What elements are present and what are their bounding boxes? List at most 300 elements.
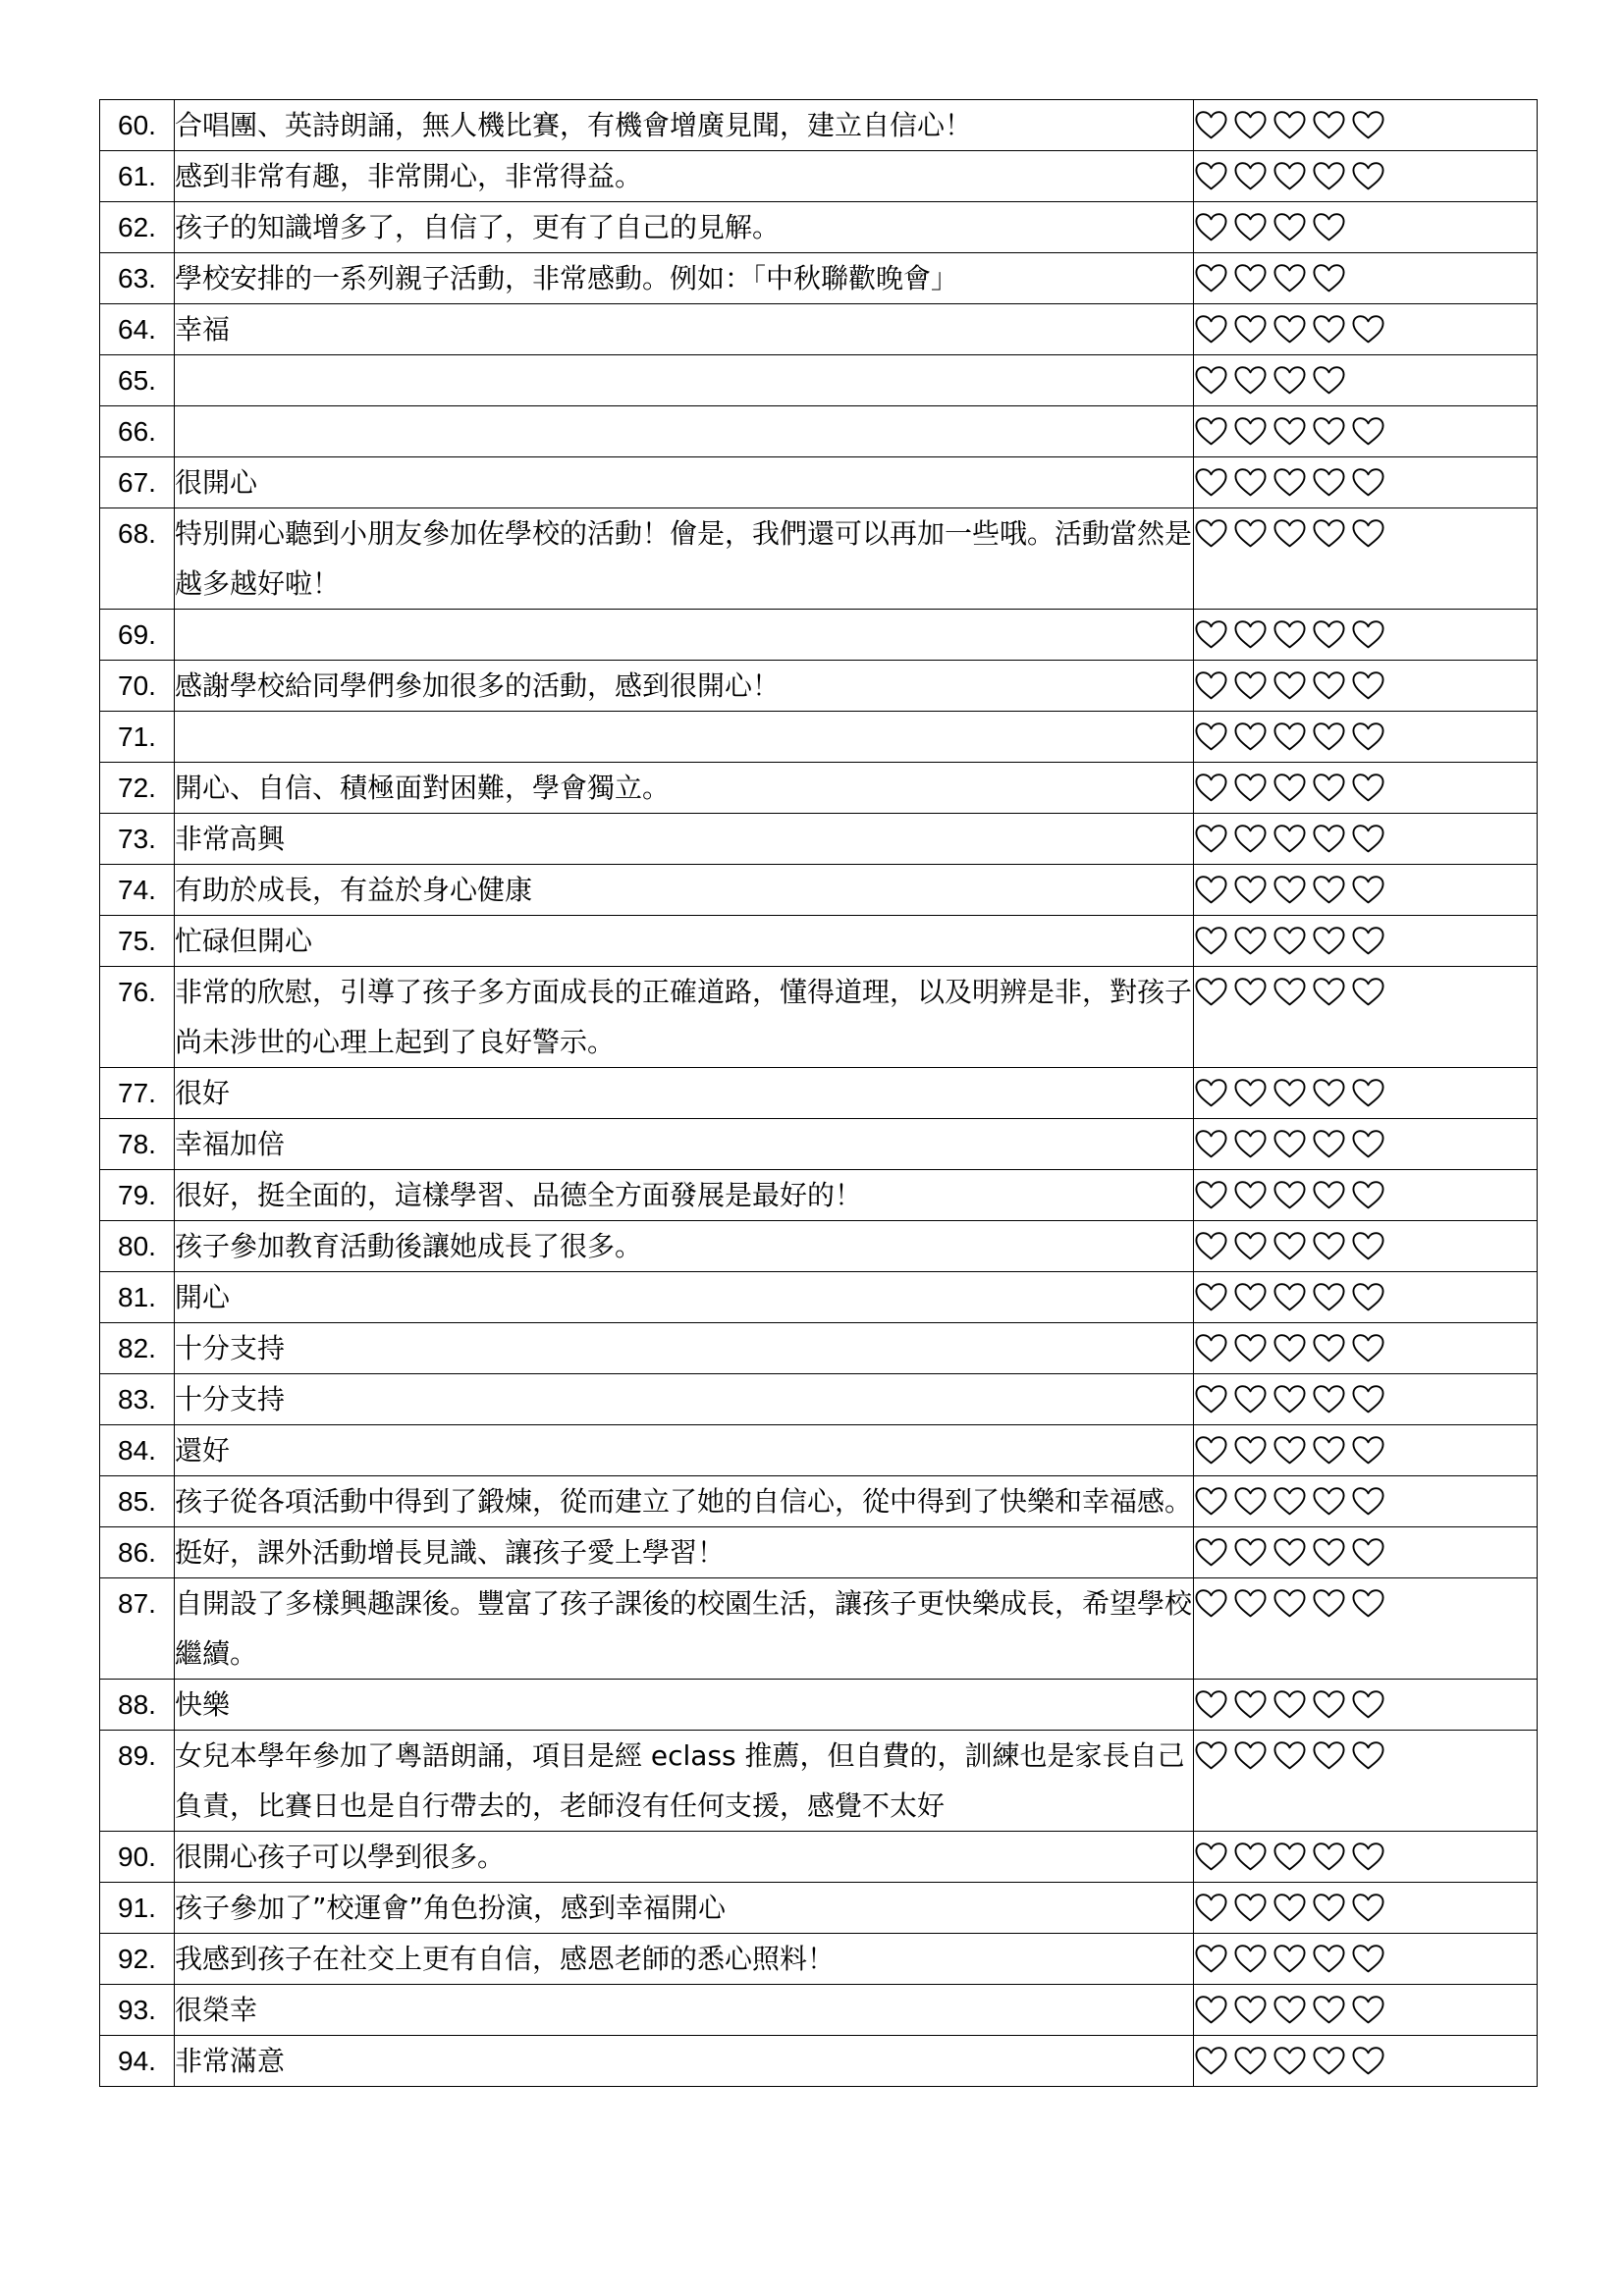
heart-rating (1194, 712, 1538, 763)
heart-outline-icon (1272, 161, 1307, 191)
heart-outline-icon (1233, 467, 1268, 498)
heart-outline-icon (1194, 1282, 1228, 1312)
row-number: 79. (100, 1170, 175, 1221)
row-number: 62. (100, 202, 175, 253)
heart-outline-icon (1194, 1944, 1228, 1974)
heart-outline-icon (1312, 773, 1346, 803)
heart-outline-icon (1194, 926, 1228, 956)
heart-outline-icon (1272, 1078, 1307, 1108)
heart-outline-icon (1233, 365, 1268, 396)
row-number: 67. (100, 457, 175, 508)
heart-outline-icon (1233, 1078, 1268, 1108)
heart-outline-icon (1233, 1893, 1268, 1923)
heart-outline-icon (1272, 1740, 1307, 1771)
heart-outline-icon (1194, 263, 1228, 294)
heart-rating (1194, 1374, 1538, 1425)
heart-outline-icon (1233, 875, 1268, 905)
heart-outline-icon (1272, 1944, 1307, 1974)
feedback-text: 非常高興 (175, 814, 1194, 865)
heart-rating (1194, 1068, 1538, 1119)
table-row (100, 253, 1538, 304)
feedback-text: 我感到孩子在社交上更有自信，感恩老師的悉心照料！ (175, 1934, 1194, 1985)
heart-outline-icon (1312, 1740, 1346, 1771)
heart-outline-icon (1233, 212, 1268, 242)
feedback-text: 孩子參加教育活動後讓她成長了很多。 (175, 1221, 1194, 1272)
heart-outline-icon (1194, 1893, 1228, 1923)
table-row (100, 1221, 1538, 1272)
heart-outline-icon (1233, 1689, 1268, 1720)
feedback-text (175, 712, 1194, 763)
heart-outline-icon (1312, 926, 1346, 956)
table-row (100, 151, 1538, 202)
heart-outline-icon (1272, 1384, 1307, 1415)
heart-outline-icon (1351, 721, 1385, 752)
row-number: 69. (100, 610, 175, 661)
table-row (100, 967, 1538, 1068)
feedback-text: 快樂 (175, 1680, 1194, 1731)
heart-outline-icon (1272, 212, 1307, 242)
heart-outline-icon (1233, 1486, 1268, 1517)
feedback-text: 挺好，課外活動增長見識、讓孩子愛上學習！ (175, 1527, 1194, 1578)
heart-outline-icon (1233, 926, 1268, 956)
heart-rating (1194, 1527, 1538, 1578)
row-number: 85. (100, 1476, 175, 1527)
heart-outline-icon (1351, 110, 1385, 140)
heart-rating (1194, 100, 1538, 151)
heart-outline-icon (1272, 721, 1307, 752)
heart-outline-icon (1272, 1588, 1307, 1619)
table-row (100, 457, 1538, 508)
table-row (100, 865, 1538, 916)
heart-outline-icon (1312, 721, 1346, 752)
heart-outline-icon (1233, 1333, 1268, 1363)
heart-outline-icon (1233, 1995, 1268, 2025)
heart-outline-icon (1312, 1537, 1346, 1568)
heart-rating (1194, 610, 1538, 661)
heart-outline-icon (1351, 1588, 1385, 1619)
heart-outline-icon (1272, 1282, 1307, 1312)
heart-outline-icon (1272, 110, 1307, 140)
heart-outline-icon (1312, 1129, 1346, 1159)
row-number: 73. (100, 814, 175, 865)
row-number: 60. (100, 100, 175, 151)
heart-outline-icon (1194, 1231, 1228, 1261)
heart-outline-icon (1351, 1282, 1385, 1312)
heart-outline-icon (1194, 1435, 1228, 1466)
heart-outline-icon (1272, 773, 1307, 803)
feedback-text: 幸福加倍 (175, 1119, 1194, 1170)
heart-outline-icon (1233, 1588, 1268, 1619)
heart-outline-icon (1272, 1435, 1307, 1466)
row-number: 80. (100, 1221, 175, 1272)
heart-outline-icon (1272, 314, 1307, 345)
feedback-text: 學校安排的一系列親子活動，非常感動。例如：「中秋聯歡晚會」 (175, 253, 1194, 304)
row-number: 64. (100, 304, 175, 355)
heart-outline-icon (1351, 1689, 1385, 1720)
heart-outline-icon (1312, 1384, 1346, 1415)
table-row (100, 1985, 1538, 2036)
heart-outline-icon (1194, 1180, 1228, 1210)
heart-outline-icon (1194, 212, 1228, 242)
heart-outline-icon (1312, 263, 1346, 294)
table-row (100, 1323, 1538, 1374)
heart-outline-icon (1194, 365, 1228, 396)
heart-rating (1194, 355, 1538, 406)
table-row (100, 1731, 1538, 1832)
heart-outline-icon (1312, 1282, 1346, 1312)
heart-outline-icon (1272, 416, 1307, 447)
heart-outline-icon (1351, 1333, 1385, 1363)
heart-outline-icon (1351, 1944, 1385, 1974)
heart-outline-icon (1194, 1689, 1228, 1720)
heart-outline-icon (1233, 670, 1268, 701)
heart-outline-icon (1272, 365, 1307, 396)
heart-outline-icon (1194, 824, 1228, 854)
row-number: 77. (100, 1068, 175, 1119)
table-row (100, 1425, 1538, 1476)
heart-outline-icon (1312, 1486, 1346, 1517)
heart-outline-icon (1194, 977, 1228, 1007)
feedback-text: 十分支持 (175, 1323, 1194, 1374)
heart-outline-icon (1194, 1995, 1228, 2025)
row-number: 90. (100, 1832, 175, 1883)
feedback-text: 很好 (175, 1068, 1194, 1119)
row-number: 71. (100, 712, 175, 763)
feedback-text: 非常滿意 (175, 2036, 1194, 2087)
heart-outline-icon (1194, 416, 1228, 447)
table-row (100, 610, 1538, 661)
heart-outline-icon (1312, 670, 1346, 701)
table-row (100, 1883, 1538, 1934)
heart-outline-icon (1233, 1231, 1268, 1261)
heart-outline-icon (1351, 1231, 1385, 1261)
heart-outline-icon (1194, 721, 1228, 752)
heart-outline-icon (1312, 518, 1346, 549)
heart-outline-icon (1351, 467, 1385, 498)
table-row (100, 1272, 1538, 1323)
heart-rating (1194, 253, 1538, 304)
feedback-table (99, 99, 1538, 2087)
heart-rating (1194, 1985, 1538, 2036)
row-number: 94. (100, 2036, 175, 2087)
heart-outline-icon (1194, 670, 1228, 701)
heart-outline-icon (1272, 1129, 1307, 1159)
heart-outline-icon (1351, 1995, 1385, 2025)
heart-rating (1194, 865, 1538, 916)
heart-outline-icon (1194, 1078, 1228, 1108)
feedback-text: 合唱團、英詩朗誦，無人機比賽，有機會增廣見聞，建立自信心！ (175, 100, 1194, 151)
heart-outline-icon (1233, 977, 1268, 1007)
heart-outline-icon (1233, 721, 1268, 752)
heart-rating (1194, 1119, 1538, 1170)
row-number: 70. (100, 661, 175, 712)
table-row (100, 1527, 1538, 1578)
heart-outline-icon (1351, 1537, 1385, 1568)
heart-outline-icon (1233, 518, 1268, 549)
feedback-text: 孩子參加了”校運會”角色扮演，感到幸福開心 (175, 1883, 1194, 1934)
heart-outline-icon (1272, 875, 1307, 905)
table-row (100, 100, 1538, 151)
heart-outline-icon (1351, 670, 1385, 701)
heart-outline-icon (1351, 314, 1385, 345)
heart-outline-icon (1233, 161, 1268, 191)
heart-outline-icon (1194, 467, 1228, 498)
heart-outline-icon (1272, 1333, 1307, 1363)
feedback-text: 忙碌但開心 (175, 916, 1194, 967)
table-row (100, 202, 1538, 253)
heart-outline-icon (1194, 875, 1228, 905)
heart-outline-icon (1194, 110, 1228, 140)
heart-rating (1194, 1883, 1538, 1934)
feedback-text: 很開心 (175, 457, 1194, 508)
heart-outline-icon (1272, 1486, 1307, 1517)
heart-outline-icon (1351, 518, 1385, 549)
heart-outline-icon (1233, 1384, 1268, 1415)
heart-outline-icon (1194, 1842, 1228, 1872)
heart-outline-icon (1272, 1842, 1307, 1872)
feedback-text (175, 406, 1194, 457)
feedback-text: 孩子的知識增多了，自信了，更有了自己的見解。 (175, 202, 1194, 253)
row-number: 68. (100, 508, 175, 610)
heart-outline-icon (1194, 314, 1228, 345)
heart-rating (1194, 406, 1538, 457)
heart-outline-icon (1351, 1384, 1385, 1415)
heart-outline-icon (1272, 2046, 1307, 2076)
heart-outline-icon (1351, 1129, 1385, 1159)
heart-rating (1194, 1170, 1538, 1221)
feedback-text: 幸福 (175, 304, 1194, 355)
row-number: 66. (100, 406, 175, 457)
heart-rating (1194, 457, 1538, 508)
table-row (100, 814, 1538, 865)
heart-rating (1194, 508, 1538, 610)
heart-outline-icon (1233, 1129, 1268, 1159)
feedback-text: 女兒本學年參加了粵語朗誦，項目是經 eclass 推薦，但自費的，訓練也是家長自己負責，比賽日也是自行帶去的，老師沒有任何支援，感覺不太好 (175, 1731, 1194, 1832)
row-number: 82. (100, 1323, 175, 1374)
table-row (100, 304, 1538, 355)
table-row (100, 406, 1538, 457)
heart-rating (1194, 814, 1538, 865)
heart-outline-icon (1312, 1180, 1346, 1210)
feedback-text: 很開心孩子可以學到很多。 (175, 1832, 1194, 1883)
heart-rating (1194, 1272, 1538, 1323)
heart-rating (1194, 661, 1538, 712)
heart-outline-icon (1312, 1435, 1346, 1466)
heart-outline-icon (1272, 1689, 1307, 1720)
heart-outline-icon (1194, 1333, 1228, 1363)
heart-rating (1194, 1832, 1538, 1883)
heart-rating (1194, 1934, 1538, 1985)
row-number: 65. (100, 355, 175, 406)
table-row (100, 1832, 1538, 1883)
feedback-text: 非常的欣慰，引導了孩子多方面成長的正確道路，懂得道理，以及明辨是非，對孩子尚未涉世的心理上起到了良好警示。 (175, 967, 1194, 1068)
feedback-text: 很好，挺全面的，這樣學習、品德全方面發展是最好的！ (175, 1170, 1194, 1221)
heart-outline-icon (1351, 977, 1385, 1007)
heart-outline-icon (1272, 1995, 1307, 2025)
heart-outline-icon (1312, 416, 1346, 447)
heart-outline-icon (1194, 1740, 1228, 1771)
heart-rating (1194, 1221, 1538, 1272)
heart-outline-icon (1351, 1893, 1385, 1923)
table-row (100, 2036, 1538, 2087)
heart-outline-icon (1312, 1893, 1346, 1923)
heart-outline-icon (1351, 1180, 1385, 1210)
heart-rating (1194, 1323, 1538, 1374)
table-row (100, 1578, 1538, 1680)
heart-rating (1194, 202, 1538, 253)
heart-outline-icon (1272, 518, 1307, 549)
heart-outline-icon (1194, 1384, 1228, 1415)
heart-outline-icon (1233, 2046, 1268, 2076)
row-number: 81. (100, 1272, 175, 1323)
heart-outline-icon (1351, 1435, 1385, 1466)
row-number: 89. (100, 1731, 175, 1832)
heart-outline-icon (1233, 314, 1268, 345)
heart-outline-icon (1233, 1282, 1268, 1312)
heart-rating (1194, 304, 1538, 355)
heart-outline-icon (1351, 619, 1385, 650)
feedback-text: 感到非常有趣，非常開心，非常得益。 (175, 151, 1194, 202)
heart-outline-icon (1194, 161, 1228, 191)
heart-rating (1194, 151, 1538, 202)
table-row (100, 1374, 1538, 1425)
heart-rating (1194, 1680, 1538, 1731)
heart-outline-icon (1351, 824, 1385, 854)
heart-outline-icon (1233, 416, 1268, 447)
heart-outline-icon (1351, 1740, 1385, 1771)
heart-outline-icon (1312, 1231, 1346, 1261)
feedback-text (175, 610, 1194, 661)
heart-outline-icon (1233, 773, 1268, 803)
heart-outline-icon (1272, 670, 1307, 701)
heart-outline-icon (1194, 773, 1228, 803)
table-row (100, 1476, 1538, 1527)
heart-outline-icon (1194, 1129, 1228, 1159)
table-row (100, 1934, 1538, 1985)
heart-outline-icon (1351, 1486, 1385, 1517)
table-row (100, 916, 1538, 967)
row-number: 83. (100, 1374, 175, 1425)
row-number: 72. (100, 763, 175, 814)
heart-outline-icon (1194, 1486, 1228, 1517)
heart-outline-icon (1272, 467, 1307, 498)
heart-outline-icon (1312, 1842, 1346, 1872)
feedback-text: 還好 (175, 1425, 1194, 1476)
heart-outline-icon (1312, 875, 1346, 905)
heart-outline-icon (1312, 977, 1346, 1007)
table-row (100, 1068, 1538, 1119)
heart-outline-icon (1351, 773, 1385, 803)
feedback-text (175, 355, 1194, 406)
heart-outline-icon (1233, 619, 1268, 650)
heart-outline-icon (1194, 2046, 1228, 2076)
table-row (100, 763, 1538, 814)
table-row (100, 712, 1538, 763)
heart-outline-icon (1233, 824, 1268, 854)
table-row (100, 1680, 1538, 1731)
feedback-text: 開心 (175, 1272, 1194, 1323)
heart-outline-icon (1312, 110, 1346, 140)
heart-rating (1194, 1578, 1538, 1680)
heart-outline-icon (1312, 161, 1346, 191)
heart-outline-icon (1312, 1588, 1346, 1619)
heart-outline-icon (1351, 2046, 1385, 2076)
feedback-text: 有助於成長，有益於身心健康 (175, 865, 1194, 916)
heart-outline-icon (1312, 1944, 1346, 1974)
heart-outline-icon (1194, 619, 1228, 650)
row-number: 76. (100, 967, 175, 1068)
table-row (100, 661, 1538, 712)
heart-outline-icon (1272, 926, 1307, 956)
heart-outline-icon (1272, 1180, 1307, 1210)
heart-outline-icon (1351, 926, 1385, 956)
row-number: 87. (100, 1578, 175, 1680)
heart-outline-icon (1312, 2046, 1346, 2076)
heart-outline-icon (1312, 1689, 1346, 1720)
feedback-text: 十分支持 (175, 1374, 1194, 1425)
row-number: 74. (100, 865, 175, 916)
heart-outline-icon (1233, 1180, 1268, 1210)
heart-outline-icon (1233, 1842, 1268, 1872)
feedback-text: 開心、自信、積極面對困難，學會獨立。 (175, 763, 1194, 814)
heart-rating (1194, 1476, 1538, 1527)
feedback-text: 很榮幸 (175, 1985, 1194, 2036)
heart-outline-icon (1312, 212, 1346, 242)
heart-outline-icon (1312, 1995, 1346, 2025)
heart-outline-icon (1272, 824, 1307, 854)
heart-outline-icon (1312, 824, 1346, 854)
table-row (100, 355, 1538, 406)
row-number: 93. (100, 1985, 175, 2036)
row-number: 75. (100, 916, 175, 967)
row-number: 86. (100, 1527, 175, 1578)
heart-outline-icon (1194, 518, 1228, 549)
row-number: 88. (100, 1680, 175, 1731)
heart-outline-icon (1233, 1537, 1268, 1568)
row-number: 84. (100, 1425, 175, 1476)
row-number: 61. (100, 151, 175, 202)
heart-outline-icon (1194, 1537, 1228, 1568)
row-number: 63. (100, 253, 175, 304)
heart-outline-icon (1272, 1537, 1307, 1568)
heart-outline-icon (1272, 619, 1307, 650)
feedback-text: 感謝學校給同學們參加很多的活動，感到很開心！ (175, 661, 1194, 712)
heart-outline-icon (1351, 1078, 1385, 1108)
feedback-text: 孩子從各項活動中得到了鍛煉，從而建立了她的自信心，從中得到了快樂和幸福感。 (175, 1476, 1194, 1527)
heart-outline-icon (1272, 1231, 1307, 1261)
heart-outline-icon (1312, 1333, 1346, 1363)
heart-outline-icon (1312, 619, 1346, 650)
heart-outline-icon (1233, 1944, 1268, 1974)
table-row (100, 1119, 1538, 1170)
feedback-text: 特別開心聽到小朋友參加佐學校的活動！儈是，我們還可以再加一些哦。活動當然是越多越好啦！ (175, 508, 1194, 610)
heart-outline-icon (1194, 1588, 1228, 1619)
heart-rating (1194, 1731, 1538, 1832)
heart-outline-icon (1312, 1078, 1346, 1108)
heart-outline-icon (1351, 875, 1385, 905)
feedback-text: 自開設了多樣興趣課後。豐富了孩子課後的校園生活，讓孩子更快樂成長，希望學校繼續。 (175, 1578, 1194, 1680)
heart-outline-icon (1351, 1842, 1385, 1872)
heart-outline-icon (1312, 314, 1346, 345)
heart-outline-icon (1351, 161, 1385, 191)
heart-rating (1194, 1425, 1538, 1476)
heart-outline-icon (1272, 263, 1307, 294)
heart-outline-icon (1233, 110, 1268, 140)
heart-outline-icon (1233, 1435, 1268, 1466)
heart-outline-icon (1233, 263, 1268, 294)
row-number: 78. (100, 1119, 175, 1170)
heart-rating (1194, 2036, 1538, 2087)
